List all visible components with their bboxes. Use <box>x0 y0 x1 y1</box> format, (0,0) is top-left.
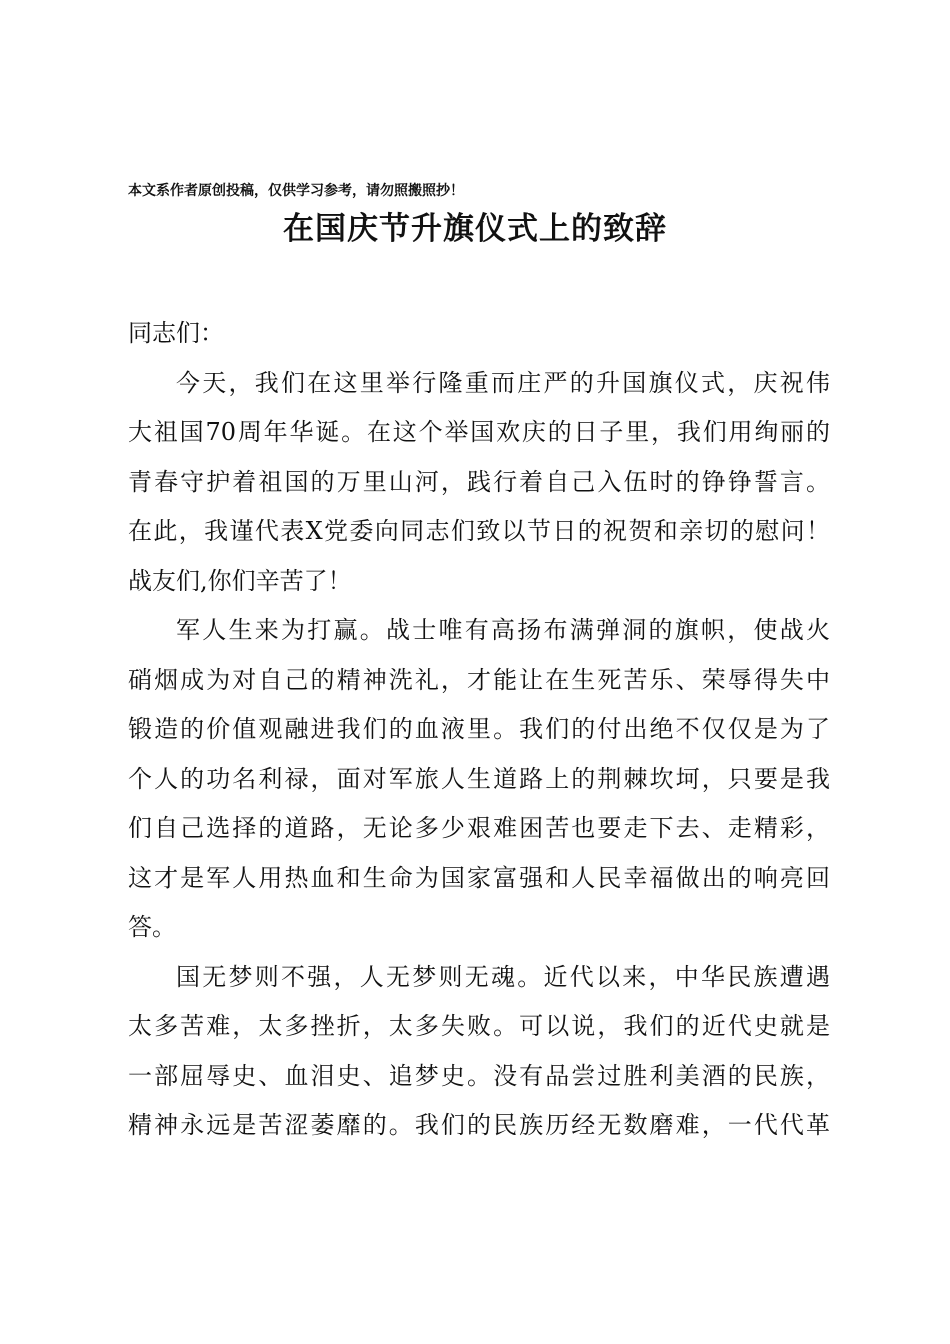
paragraph-2-line-2: 硝烟成为对自己的精神洗礼，才能让在生死苦乐、荣辱得失中 <box>128 665 830 694</box>
salutation: 同志们： <box>128 319 224 347</box>
paragraph-2-line-5: 们自己选择的道路，无论多少艰难困苦也要走下去、走精彩， <box>128 814 830 842</box>
paragraph-1-line-1: 今天，我们在这里举行隆重而庄严的升国旗仪式，庆祝伟 <box>176 368 830 397</box>
paragraph-3-line-1: 国无梦则不强，人无梦则无魂。近代以来，中华民族遭遇 <box>176 962 830 991</box>
paragraph-2-line-6: 这才是军人用热血和生命为国家富强和人民幸福做出的响亮回 <box>128 863 830 892</box>
paragraph-1-line-2: 大祖国70周年华诞。在这个举国欢庆的日子里，我们用绚丽的 <box>128 418 830 446</box>
paragraph-2-line-4: 个人的功名利禄，面对军旅人生道路上的荆棘坎坷，只要是我 <box>128 764 830 793</box>
paragraph-3-line-4: 精神永远是苦涩萎靡的。我们的民族历经无数磨难，一代代革 <box>128 1111 830 1139</box>
paragraph-2-line-1: 军人生来为打赢。战士唯有高扬布满弹洞的旗帜，使战火 <box>176 616 830 644</box>
paragraph-3-line-2: 太多苦难，太多挫折，太多失败。可以说，我们的近代史就是 <box>128 1012 830 1040</box>
paragraph-1-line-3: 青春守护着祖国的万里山河，践行着自己入伍时的铮铮誓言。 <box>128 467 830 496</box>
paragraph-1-line-5: 战友们,你们辛苦了！ <box>128 566 352 595</box>
paragraph-1-line-4: 在此，我谨代表X党委向同志们致以节日的祝贺和亲切的慰问！ <box>128 517 830 545</box>
document-title: 在国庆节升旗仪式上的致辞 <box>283 211 667 247</box>
document-body <box>128 309 830 1151</box>
paragraph-2-line-3: 锻造的价值观融进我们的血液里。我们的付出绝不仅仅是为了 <box>128 715 830 743</box>
paragraph-3-line-3: 一部屈辱史、血泪史、追梦史。没有品尝过胜利美酒的民族， <box>128 1061 830 1090</box>
paragraph-2-line-7: 答。 <box>128 913 176 941</box>
copyright-notice: 本文系作者原创投稿，仅供学习参考，请勿照搬照抄！ <box>128 183 464 199</box>
